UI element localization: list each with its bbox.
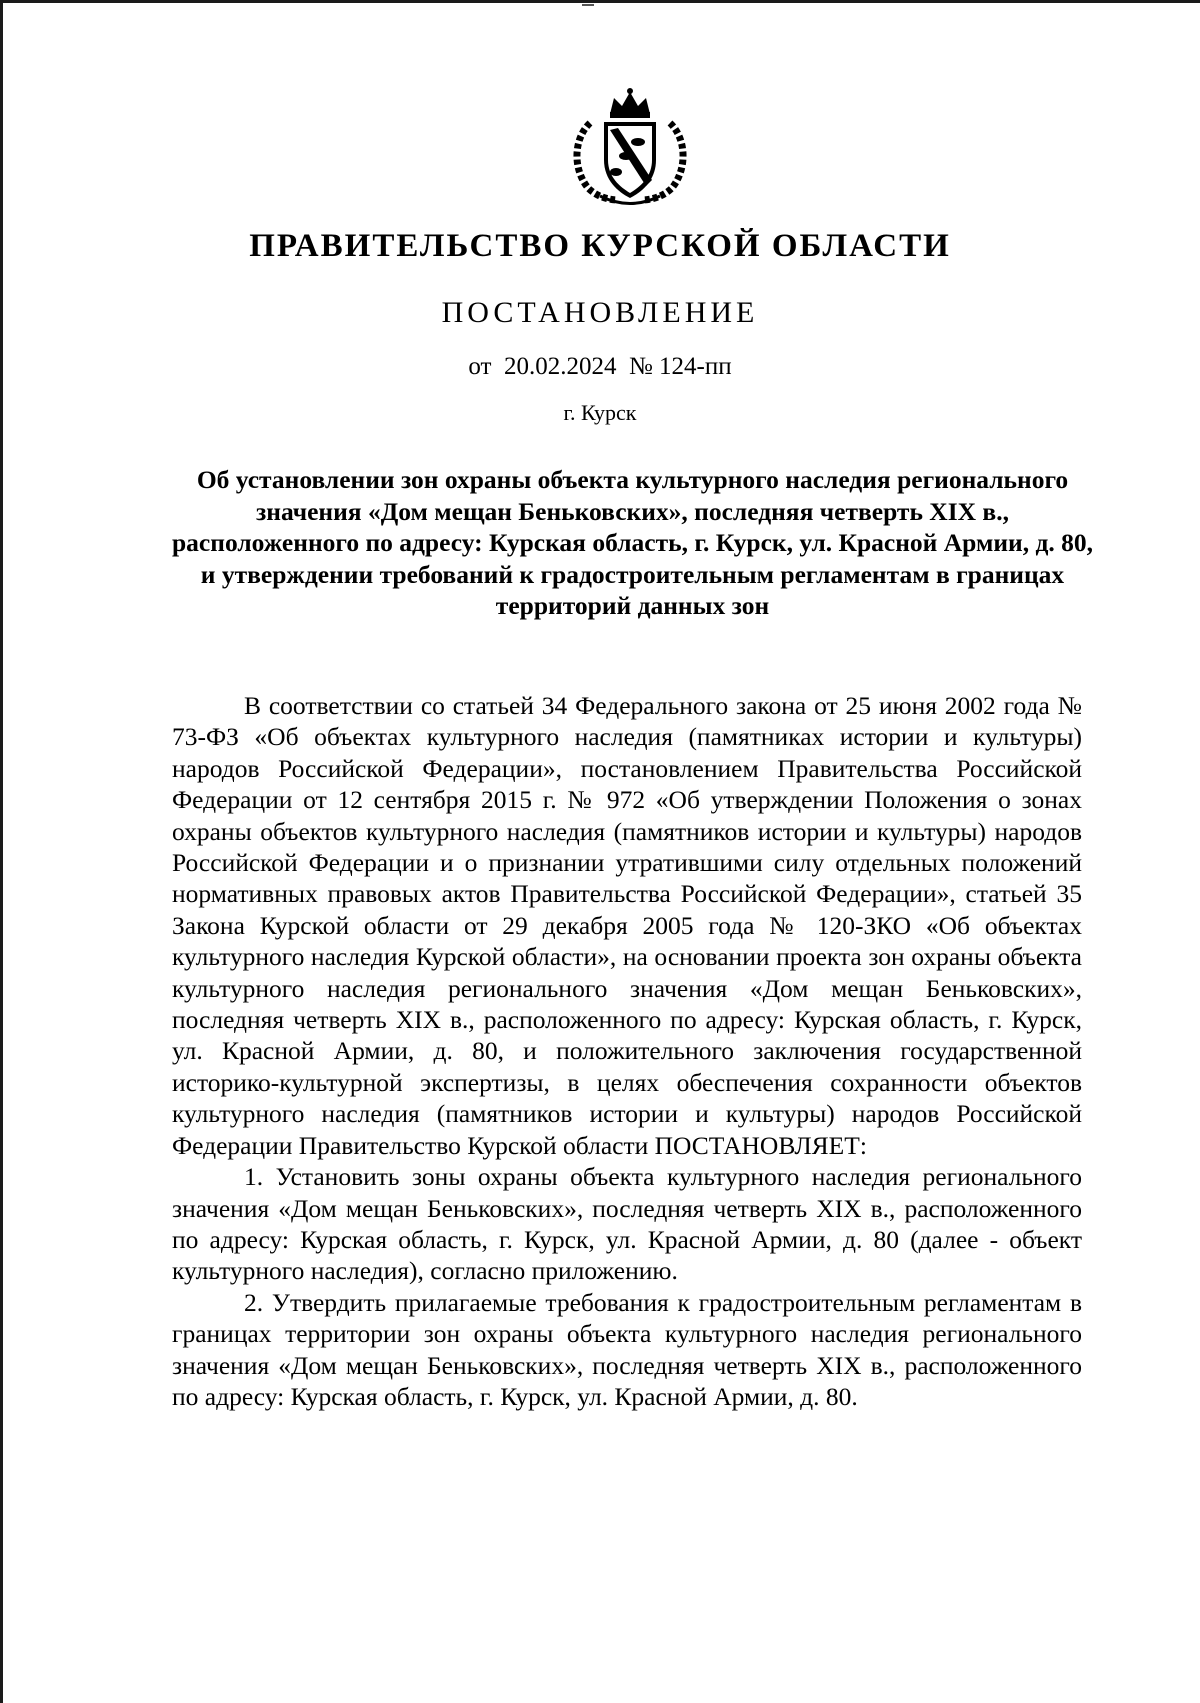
decree-date-number: от 20.02.2024 № 124-пп bbox=[468, 353, 732, 380]
document-type: ПОСТАНОВЛЕНИЕ bbox=[441, 296, 759, 329]
city: г. Курск bbox=[563, 400, 637, 425]
item-2-paragraph: 2. Утвердить прилагаемые требования к градостроительным регламентам в границах территории зон охраны объекта культурного наследия регионального значения «Дом мещан Беньковских», последняя четверть XIX в., расположенного по адресу: Курская область, г. Курск, ул. Красной Армии, д. 80. bbox=[172, 1287, 1082, 1411]
government-name: ПРАВИТЕЛЬСТВО КУРСКОЙ ОБЛАСТИ bbox=[249, 228, 951, 264]
scan-mark bbox=[582, 4, 594, 6]
item-1-paragraph: 1. Установить зоны охраны объекта культурного наследия регионального значения «Дом мещан Беньковских», последняя четверть XIX в., расположенного по адресу: Курская область, г. Курск, ул. Красной Армии, д. 80 (далее - объект культурного наследия), согласно приложению. bbox=[172, 1162, 1082, 1286]
document-title: Об установлении зон охраны объекта культурного наследия регионального значения «Дом мещан Беньковских», последняя четверть XIX в., расположенного по адресу: Курская область, г. Курск, ул. Красной Армии, д. 80, и утверждении требований к градостроительным регламентам в границах территорий данных зон bbox=[172, 465, 1093, 620]
document-body bbox=[172, 690, 1082, 1412]
preamble-paragraph: В соответствии со статьей 34 Федерального закона от 25 июня 2002 года № 73-ФЗ «Об объектах культурного наследия (памятниках истории и культуры) народов Российской Федерации», постановлением Правительства Российской Федерации от 12 сентября 2015 г. № 972 «Об утверждении Положения о зонах охраны объектов культурного наследия (памятников истории и культуры) народов Российской Федерации и о признании утратившими силу отдельных положений нормативных правовых актов Правительства Российской Федерации», статьей 35 Закона Курской области от 29 декабря 2005 года № 120-ЗКО «Об объектах культурного наследия Курской области», на основании проекта зон охраны объекта культурного наследия регионального значения «Дом мещан Беньковских», последняя четверть XIX в., расположенного по адресу: Курская область, г. Курск, ул. Красной Армии, д. 80, и положительного заключения государственной историко-культурной экспертизы, в целях обеспечения сохранности объектов культурного наследия (памятников истории и культуры) народов Российской Федерации Правительство Курской области ПОСТАНОВЛЯЕТ: bbox=[172, 691, 1082, 1160]
scan-edge-top bbox=[0, 0, 1200, 3]
kursk-coat-of-arms-icon bbox=[560, 88, 700, 206]
